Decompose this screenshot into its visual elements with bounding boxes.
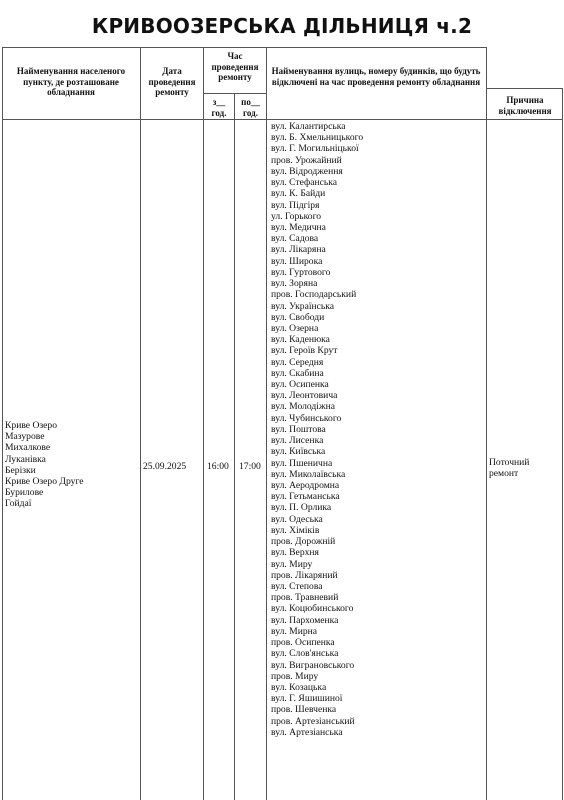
street-item: вул. Озерна [271, 322, 319, 334]
street-item: пров. Лікаряний [271, 569, 338, 581]
table-border-top [2, 47, 486, 48]
street-item: вул. Козацька [271, 681, 327, 693]
repair-date: 25.09.2025 [143, 461, 187, 472]
header-date: Дата проведення ремонту [148, 66, 196, 97]
page-title: КРИВООЗЕРСЬКА ДІЛЬНИЦЯ ч.2 [91, 14, 473, 38]
column-divider [140, 47, 141, 800]
street-item: пров. Осипенка [271, 637, 335, 649]
street-item: пров. Урожайний [271, 154, 342, 166]
street-item: вул. Степова [271, 580, 323, 592]
settlement-item: Берізки [5, 464, 36, 476]
reason-header-top [486, 88, 562, 89]
street-item: вул. Слов'янська [271, 648, 339, 660]
street-item: вул. Пшенична [271, 457, 333, 469]
street-item: вул. Героїв Крут [271, 345, 338, 357]
header-settlement: Найменування населеного пункту, де розташоване обладнання [16, 66, 126, 97]
column-divider [266, 47, 267, 800]
street-item: вул. Осипенка [271, 379, 329, 391]
settlement-item: Луканівка [5, 453, 46, 465]
street-item: ул. Горького [271, 210, 322, 222]
street-item: пров. Шевченка [271, 704, 337, 716]
settlement-item: Криве Озеро [5, 420, 58, 431]
street-item: вул. Широка [271, 255, 323, 267]
streets-list [271, 121, 491, 738]
settlement-item: Криве Озеро Друге [5, 476, 84, 488]
street-item: вул. Свободи [271, 311, 325, 323]
time-from-value: 16:00 [207, 461, 229, 472]
street-item: вул. К. Байди [271, 188, 326, 200]
street-item: вул. Пархоменка [271, 614, 339, 626]
street-item: вул. Скабина [271, 367, 324, 379]
street-item: вул. Калантирська [271, 121, 346, 132]
table-border-left [2, 47, 3, 800]
street-item: пров. Артезіанський [271, 715, 355, 727]
street-item: вул. Верхня [271, 547, 319, 559]
street-item: вул. П. Орлика [271, 502, 332, 514]
time-to-value: 17:00 [239, 461, 261, 472]
street-item: пров. Дорожній [271, 536, 336, 548]
street-item: вул. Лисенка [271, 435, 324, 447]
column-divider [203, 47, 204, 800]
street-item: вул. Лікаряна [271, 244, 326, 256]
street-item: вул. Б. Хмельницького [271, 132, 364, 144]
street-item: вул. Виграновського [271, 659, 355, 671]
street-item: вул. Г. Могильніцької [271, 143, 359, 155]
settlement-item: Мазурове [5, 431, 45, 443]
settlement-item: Бурилове [5, 487, 44, 499]
street-item: пров. Травневий [271, 592, 339, 604]
header-time-to: по__ год. [241, 97, 260, 118]
header-streets: Найменування вулиць, номеру будинків, що будуть відключені на час проведення ремонту обладнання [271, 66, 481, 87]
street-item: вул. Поштова [271, 423, 326, 435]
street-item: вул. Мирна [271, 625, 318, 637]
reason-text-line: Поточний [489, 457, 530, 468]
street-item: вул. Одеська [271, 513, 323, 525]
street-item: вул. Миколаївська [271, 468, 346, 480]
street-item: вул. Медична [271, 221, 326, 233]
street-item: вул. Відродження [271, 165, 343, 177]
street-item: вул. Гетьманська [271, 491, 340, 503]
street-item: вул. Київська [271, 446, 326, 458]
header-time: Час проведення ремонту [211, 51, 259, 82]
reason-cell [489, 457, 561, 479]
settlement-item: Михалкове [5, 442, 51, 454]
street-item: вул. Артезіанська [271, 726, 343, 738]
column-divider [234, 93, 235, 800]
street-item: пров. Господарський [271, 289, 357, 301]
street-item: вул. Чубинського [271, 412, 342, 424]
header-bottom-border [2, 119, 562, 120]
time-subheader-divider [203, 93, 266, 94]
street-item: вул. Підгіря [271, 199, 320, 211]
street-item: вул. Г. Яшишиної [271, 693, 343, 705]
street-item: вул. Каденюка [271, 334, 330, 346]
settlement-item: Гойдаї [5, 498, 32, 510]
street-item: вул. Миру [271, 558, 313, 570]
street-item: вул. Садова [271, 233, 319, 245]
street-item: пров. Миру [271, 670, 319, 682]
street-item: вул. Хіміків [271, 524, 320, 536]
table-border-right [562, 88, 563, 800]
header-time-from: з__ год. [211, 97, 227, 118]
street-item: вул. Середня [271, 356, 324, 368]
street-item: вул. Зоряна [271, 278, 318, 290]
street-item: вул. Коцюбинського [271, 603, 354, 615]
street-item: вул. Аеродромна [271, 480, 340, 491]
header-reason: Причина відключення [498, 95, 552, 116]
street-item: вул. Леонтовича [271, 390, 338, 402]
street-item: вул. Українська [271, 300, 335, 312]
settlements-cell [5, 420, 139, 510]
reason-text-line: ремонт [489, 468, 519, 480]
street-item: вул. Стефанська [271, 177, 338, 189]
street-item: вул. Гуртового [271, 266, 331, 278]
street-item: вул. Молодіжна [271, 401, 335, 413]
